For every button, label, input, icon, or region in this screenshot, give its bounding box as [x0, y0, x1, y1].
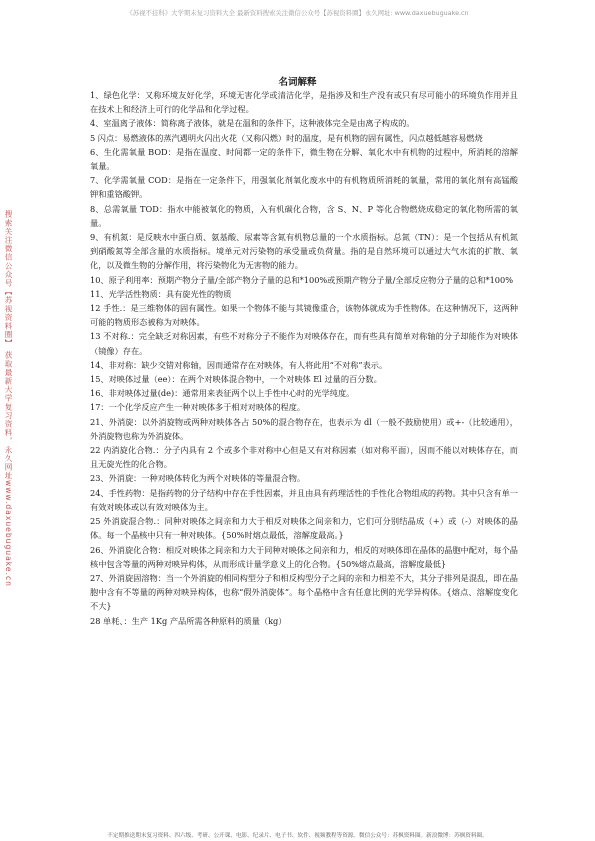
- glossary-entry-23: 23、外消旋：一种对映体转化为两个对映体的等量混合物。: [90, 473, 306, 484]
- glossary-entry-22: 22 内消旋化合物.：分子内具有 2 个或多个非对称中心但是又有对称因素（如对称平面），因而不能以对映体存在，而且无旋光性的化合物。: [90, 445, 518, 470]
- page-title: 名词解释: [278, 77, 317, 88]
- glossary-entry-10: 10、原子利用率：预期产物分子量/全部产物分子量的总和*100%或预期产物分子量/全部反应物分子量的总和*100%: [90, 274, 514, 285]
- glossary-entry-25: 25 外消旋混合物.：同种对映体之间亲和力大于相反对映体之间亲和力，它们可分别结晶成（+）或（-）对映体的晶体。每一个晶核中只有一种对映体。{50%时熔点最低，溶解度最高。}: [90, 516, 518, 541]
- glossary-body: [90, 88, 518, 628]
- glossary-entry-14: 14、非对称：缺少交错对称轴，因而通常存在对映体，有人将此用“不对称”表示。: [90, 359, 388, 370]
- glossary-entry-6: 6、生化需氧量 BOD：是指在温度、时间都一定的条件下，微生物在分解、氧化水中有机物的过程中，所消耗的溶解氧量。: [90, 146, 518, 172]
- glossary-entry-15: 15、对映体过量（ee）：在两个对映体混合物中，一个对映体 El 过量的百分数。: [90, 374, 382, 385]
- glossary-entry-4: 4、室温离子液体：简称离子液体，就是在温和的条件下，这种液体完全是由离子构成的。: [90, 118, 415, 129]
- glossary-entry-24: 24、手性药物：是指药物的分子结构中存在手性因素，并且由具有药理活性的手性化合物组成的药物。其中只含有单一有效对映体或以有效对映体为主。: [90, 487, 518, 512]
- side-watermark-banner: 搜索关注微信公众号【苏视资料圈】 获取最新大学复习资料，永久网址www.daxuebuguake.cn: [4, 210, 13, 587]
- glossary-entry-17: 17：一个化学反应产生一种对映体多于相对对映体的程度。: [90, 402, 306, 413]
- glossary-entry-1: 1、绿色化学：又称环境友好化学，环境无害化学或清洁化学，是指涉及和生产没有或只有尽可能小的环境负作用并且在技术上和经济上可行的化学品和化学过程。: [90, 90, 518, 115]
- glossary-entry-13: 13 不对称.：完全缺乏对称因素，有些不对称分子不能作为对映体存在，而有些具有简单对称轴的分子却能作为对映体（镜像）存在。: [90, 331, 518, 356]
- glossary-entry-5: 5 闪点：易燃液体的蒸汽遇明火闪出火花（又称闪燃）时的温度，是有机物的固有属性，闪点越低越容易燃烧: [90, 132, 483, 143]
- glossary-entry-28: 28 单耗、：生产 1Kg 产品所需各种原料的质量（kg）: [90, 615, 287, 626]
- glossary-entry-16: 16、非对映体过量(de)：通常用来表征两个以上手性中心时的光学纯度。: [90, 388, 355, 399]
- glossary-entry-21: 21、外消旋：以外消旋物或两种对映体各占 50%的混合物存在，也表示为 dl（一般不鼓励使用）或+-（比较通用），外消旋物也称为外消旋体。: [90, 416, 518, 441]
- glossary-entry-7: 7、化学需氧量 COD：是指在一定条件下，用强氧化剂氧化废水中的有机物质所消耗的氧量，常用的氧化剂有高锰酸钾和重铬酸钾。: [90, 175, 518, 200]
- glossary-entry-9: 9、有机氮：是反映水中蛋白质、氨基酸、尿素等含氮有机物总量的一个水质指标。总氮（TN）：是一个包括从有机氮到硝酸氮等全部含量的水质指标。境单元对污染物的承受量或负荷量。指的是自然环境可以通过大气水流的扩散、氧化，以及微生物的分解作用，将污染物化为无害物的能力。: [90, 232, 518, 271]
- top-watermark-banner: 《苏视不挂科》大学期末复习资料大全 最新资料搜索关注微信公众号【苏视资料圈】永久网址: www.daxuebuguake.cn: [126, 9, 469, 17]
- glossary-entry-26: 26、外消旋化合物：相反对映体之间亲和力大于同种对映体之间亲和力，相反的对映体即在晶体的晶胞中配对，每个晶核中包含等量的两种对映异构体，从而形成计量学意义上的化合物。{50%熔点最高，溶解度最低}: [90, 544, 518, 569]
- glossary-entry-11: 11、光学活性物质：具有旋光性的物质: [90, 288, 232, 299]
- glossary-entry-12: 12 手性.：是三维物体的固有属性。如果一个物体不能与其镜像重合，该物体就成为手性物体。在这种情况下，这两种可能的物质形态被称为对映体。: [90, 303, 518, 328]
- bottom-watermark-banner: 不定期推送期末复习资料、四六级、考研、公开课、电影、纪录片、电子书、软件、视频教程等资源。微信公众号：苏枫资料圈。新浪微博：苏枫资料圈。: [107, 833, 488, 839]
- glossary-entry-8: 8、总需氧量 TOD：指水中能被氧化的物质，入有机碳化合物，含 S、N、P 等化合物燃烧成稳定的氧化物所需的氧量。: [90, 203, 518, 228]
- glossary-entry-27: 27、外消旋固溶物：当一个外消旋的相同构型分子和相反构型分子之间的亲和力相差不大，其分子排列是混乱，即在晶胞中含有不等量的两种对映异构体，也称“假外消旋体”。每个晶格中含有任意比例的光学异构体。{熔点、溶解度变化不大}: [90, 572, 518, 612]
